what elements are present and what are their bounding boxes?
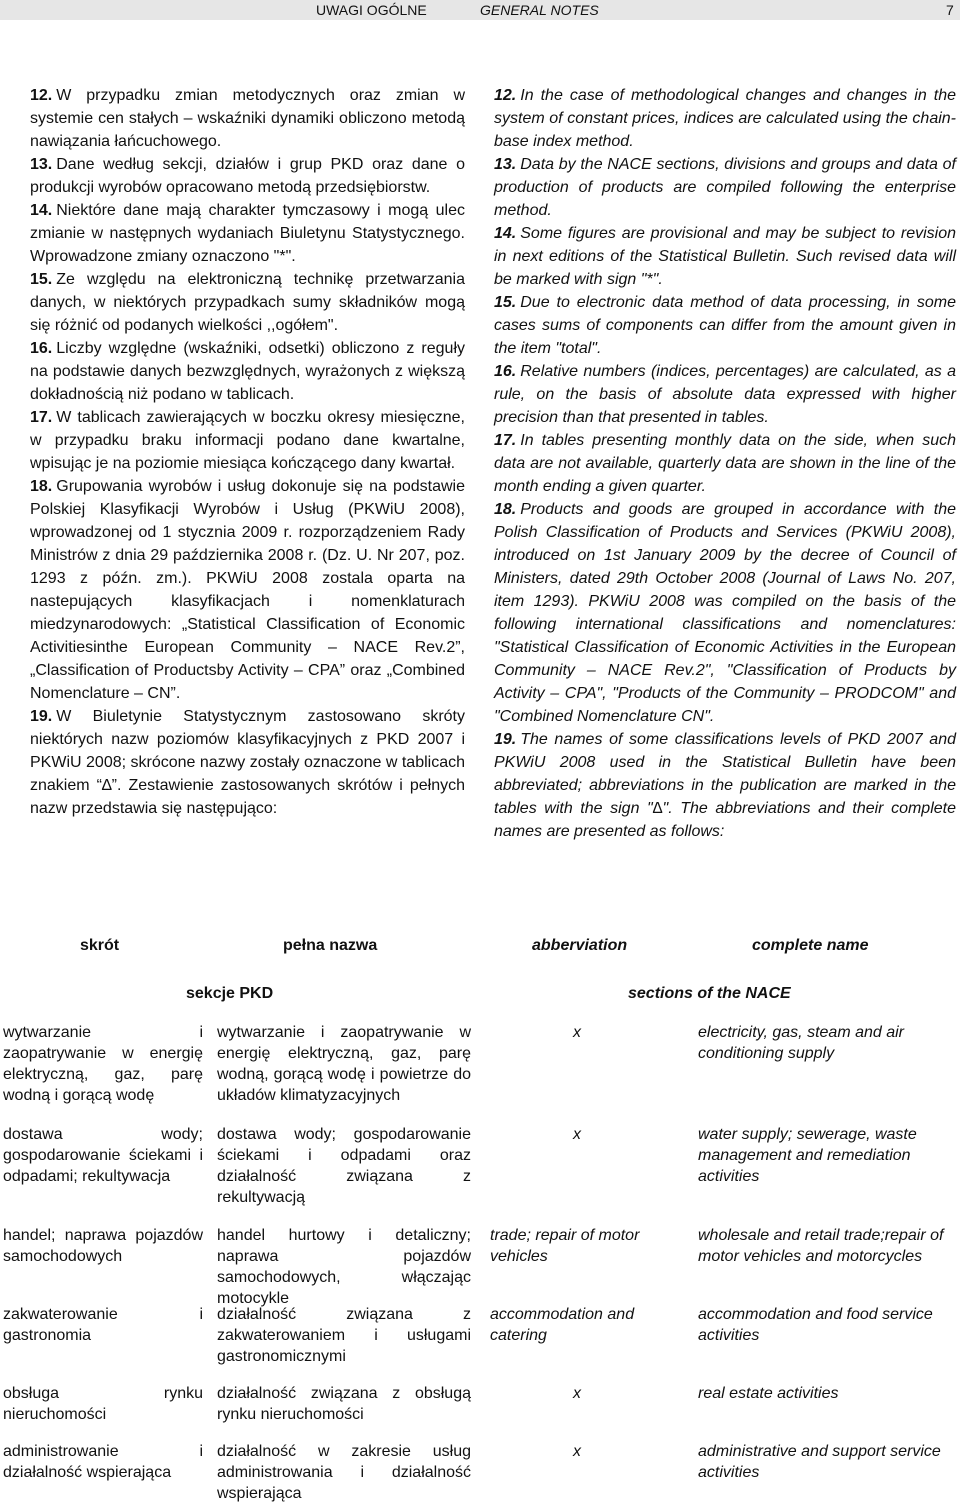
note-text: W tablicach zawierających w boczku okresy miesięczne, w przypadku braku informacji podano dane kwartalne, wpisując je na poziomie miesiąca kończącego dany kwartał. [30, 409, 465, 472]
cell-full-en: administrative and support service activities [698, 1443, 941, 1481]
note-number: 13. [494, 156, 517, 173]
note-text: Data by the NACE sections, divisions and groups and data of production of products are compiled following the enterprise method. [494, 156, 956, 219]
header-section-pl: UWAGI OGÓLNE [316, 2, 427, 18]
note-text: Dane według sekcji, działów i grup PKD oraz dane o produkcji wyrobów opracowano metodą przedsiębiorstw. [30, 156, 465, 196]
note-paragraph [30, 406, 465, 475]
table-header-full-pl: pełna nazwa [283, 937, 378, 954]
table-section-pl: sekcje PKD [186, 985, 274, 1002]
cell-full-pl: wytwarzanie i zaopatrywanie w energię elektryczną, gaz, parę wodną, gorącą wodę i powietrze do układów klimatyzacyjnych [217, 1024, 471, 1104]
cell-short-pl: zakwaterowanie i gastronomia [3, 1306, 203, 1344]
note-paragraph [30, 153, 465, 199]
table-row [0, 1225, 960, 1307]
note-text: Ze względu na elektroniczną technikę przetwarzania danych, w niektórych przypadkach sumy składników mogą się różnić od podanych wielkości ,,ogółem". [30, 271, 465, 334]
cell-short-en: x [573, 1126, 581, 1143]
note-number: 17. [30, 409, 53, 426]
note-number: 16. [494, 363, 517, 380]
notes-english-column [494, 84, 956, 843]
note-number: 18. [494, 501, 517, 518]
cell-full-en: real estate activities [698, 1385, 839, 1402]
cell-short-en: x [573, 1443, 581, 1460]
note-text: Niektóre dane mają charakter tymczasowy i mogą ulec zmianie w następnych wydaniach Biuletynu Statystycznego. Wprowadzone zmiany oznaczono "*". [30, 202, 465, 265]
note-paragraph [30, 84, 465, 153]
note-paragraph [30, 199, 465, 268]
page-number: 7 [946, 2, 954, 18]
note-number: 15. [30, 271, 53, 288]
abbreviation-table [0, 1022, 960, 1502]
cell-short-en: x [573, 1385, 581, 1402]
cell-full-pl: dostawa wody; gospodarowanie ściekami i odpadami oraz działalność związana z rekultywacją [217, 1126, 471, 1206]
table-row [0, 1022, 960, 1108]
note-paragraph [494, 429, 956, 498]
note-number: 19. [30, 708, 53, 725]
note-number: 19. [494, 731, 517, 748]
note-paragraph [30, 268, 465, 337]
note-number: 12. [494, 87, 517, 104]
cell-full-pl: działalność w zakresie usług administrowania i działalność wspierająca [217, 1443, 471, 1502]
table-row [0, 1383, 960, 1425]
note-number: 14. [30, 202, 53, 219]
note-text: In the case of methodological changes and changes in the system of constant prices, indices are calculated using the chain-base index method. [494, 87, 956, 150]
note-paragraph [494, 728, 956, 843]
note-text: Liczby względne (wskaźniki, odsetki) obliczono z reguły na podstawie danych bezwzględnych, wyrażonych z większą dokładnością niż podano w tablicach. [30, 340, 465, 403]
note-paragraph [494, 291, 956, 360]
note-paragraph [494, 84, 956, 153]
table-section-en: sections of the NACE [628, 985, 791, 1002]
table-header-full-en: complete name [752, 937, 869, 954]
note-paragraph [494, 153, 956, 222]
cell-short-pl: dostawa wody; gospodarowanie ściekami i odpadami; rekultywacja [3, 1126, 203, 1185]
cell-short-pl: handel; naprawa pojazdów samochodowych [3, 1227, 203, 1265]
cell-full-pl: działalność związana z zakwaterowaniem i usługami gastronomicznymi [217, 1306, 471, 1365]
note-number: 14. [494, 225, 517, 242]
cell-full-en: wholesale and retail trade;repair of motor vehicles and motorcycles [698, 1227, 944, 1265]
note-number: 13. [30, 156, 53, 173]
note-text: In tables presenting monthly data on the side, when such data are not available, quarterly data are shown in the line of the month ending a given quarter. [494, 432, 956, 495]
cell-full-pl: działalność związana z obsługą rynku nieruchomości [217, 1385, 471, 1423]
note-text: Grupowania wyrobów i usług dokonuje się na podstawie Polskiej Klasyfikacji Wyrobów i Usług (PKWiU 2008), wprowadzonej od 1 stycznia 2009 r. rozporządzeniem Rady Ministrów z dnia 29 października 2008 r. (Dz. U. Nr 207, poz. 1293 z późn. zm.). PKWiU 2008 zostala oparta na nastepujących klasyfikacjach i nomenklaturach miedzynarodowych: „Statistical Classification of Economic Activitiesinthe European Community – NACE Rev.2”, „Classification of Productsby Activity – CPA” oraz „Combined Nomenclature – CN”. [30, 478, 465, 702]
cell-full-en: water supply; sewerage, waste management and remediation activities [698, 1126, 917, 1185]
note-number: 15. [494, 294, 517, 311]
table-row [0, 1441, 960, 1502]
note-number: 12. [30, 87, 53, 104]
cell-full-en: accommodation and food service activities [698, 1306, 933, 1344]
table-row [0, 1124, 960, 1209]
note-paragraph [494, 222, 956, 291]
note-paragraph [30, 475, 465, 705]
note-paragraph [30, 705, 465, 820]
header-section-en: GENERAL NOTES [480, 2, 599, 18]
note-paragraph [494, 360, 956, 429]
cell-full-pl: handel hurtowy i detaliczny; naprawa pojazdów samochodowych, włączając motocykle [217, 1227, 471, 1307]
cell-short-en: accommodation and catering [490, 1306, 635, 1344]
cell-short-en: x [573, 1024, 581, 1041]
notes-polish-column [30, 84, 465, 820]
note-text: Relative numbers (indices, percentages) are calculated, as a rule, on the basis of absolute data expressed with higher precision than that presented in tables. [494, 363, 956, 426]
note-paragraph [30, 337, 465, 406]
cell-full-en: electricity, gas, steam and air conditioning supply [698, 1024, 905, 1062]
cell-short-pl: administrowanie i działalność wspierająca [3, 1443, 203, 1481]
table-header-short-en: abberviation [532, 937, 628, 954]
note-text: The names of some classifications levels of PKD 2007 and PKWiU 2008 used in the Statistical Bulletin have been abbreviated; abbreviations in the publication are marked in the tables with the sign "∆". The abbreviations and their complete names are presented as follows: [494, 731, 956, 840]
cell-short-en: trade; repair of motor vehicles [490, 1227, 640, 1265]
cell-short-pl: obsługa rynku nieruchomości [3, 1385, 203, 1423]
note-text: W Biuletynie Statystycznym zastosowano skróty niektórych nazw poziomów klasyfikacyjnych z PKD 2007 i PKWiU 2008; skrócone nazwy zostały oznaczone w tablicach znakiem “∆”. Zestawienie zastosowanych skrótów i pełnych nazw przedstawia się następująco: [30, 708, 465, 817]
note-text: Products and goods are grouped in accordance with the Polish Classification of Products and Services (PKWiU 2008), introduced on 1st January 2009 by the decree of Council of Ministers, dated 29th October 2008 (Journal of Laws No. 207, item 1293). PKWiU 2008 was compiled on the basis of the following international classifications and nomenclatures: "Statistical Classification of Economic Activities in the European Community – NACE Rev.2", "Classification of Products by Activity – CPA", "Products of the Community – PRODCOM" and "Combined Nomenclature CN". [494, 501, 956, 725]
note-paragraph [494, 498, 956, 728]
note-number: 17. [494, 432, 517, 449]
note-text: Due to electronic data method of data processing, in some cases sums of components can differ from the amount given in the item "total". [494, 294, 956, 357]
note-number: 18. [30, 478, 53, 495]
note-number: 16. [30, 340, 53, 357]
table-row [0, 1304, 960, 1367]
table-header-short-pl: skrót [80, 937, 120, 954]
note-text: W przypadku zmian metodycznych oraz zmian w systemie cen stałych – wskaźniki dynamiki obliczono metodą nawiązania łańcuchowego. [30, 87, 465, 150]
note-text: Some figures are provisional and may be subject to revision in next editions of the Statistical Bulletin. Such revised data will be marked with sign "*". [494, 225, 956, 288]
cell-short-pl: wytwarzanie i zaopatrywanie w energię elektryczną, gaz, parę wodną i gorącą wodę [3, 1024, 203, 1104]
